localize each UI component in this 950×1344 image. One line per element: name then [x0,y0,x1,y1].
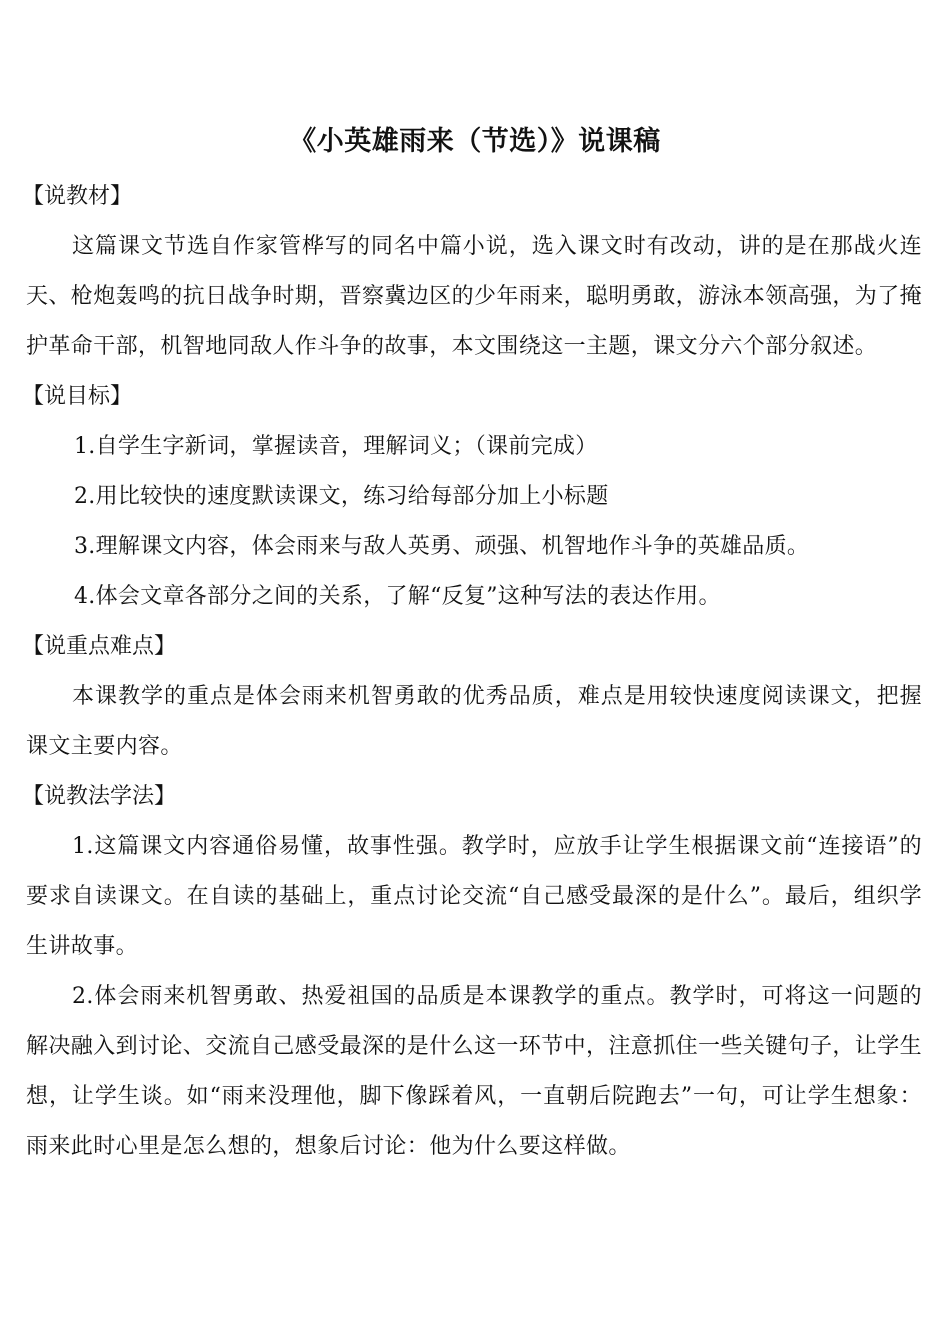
section-heading-goals: 【说目标】 [22,384,133,409]
document-title: 《小英雄雨来（节选）》说课稿 [289,126,661,157]
goal-item-2: 2.用比较快的速度默读课文，练习给每部分加上小标题 [74,484,609,509]
methods-paragraph-2: 2.体会雨来机智勇敢、热爱祖国的品质是本课教学的重点。教学时，可将这一问题的解决融入到讨论、交流自己感受最深的是什么这一环节中，注意抓住一些关键句子，让学生想，让学生谈。如“雨来没理他，脚下像踩着风，一直朝后院跑去”一句，可让学生想象：雨来此时心里是怎么想的，想象后讨论：他为什么要这样做。 [26,984,923,1159]
key-points-paragraph: 本课教学的重点是体会雨来机智勇敢的优秀品质，难点是用较快速度阅读课文，把握课文主要内容。 [26,684,922,759]
section-heading-methods: 【说教法学法】 [22,784,177,809]
goal-item-4: 4.体会文章各部分之间的关系，了解“反复”这种写法的表达作用。 [74,584,721,609]
material-paragraph: 这篇课文节选自作家管桦写的同名中篇小说，选入课文时有改动，讲的是在那战火连天、枪炮轰鸣的抗日战争时期，晋察冀边区的少年雨来，聪明勇敢，游泳本领高强，为了掩护革命干部，机智地同敌人作斗争的故事，本文围绕这一主题，课文分六个部分叙述。 [26,234,923,359]
section-heading-material: 【说教材】 [22,184,133,209]
document-body [22,172,923,1172]
goal-item-3: 3.理解课文内容，体会雨来与敌人英勇、顽强、机智地作斗争的英雄品质。 [74,534,810,559]
methods-paragraph-1: 1.这篇课文内容通俗易懂，故事性强。教学时，应放手让学生根据课文前“连接语”的要求自读课文。在自读的基础上，重点讨论交流“自己感受最深的是什么”。最后，组织学生讲故事。 [26,834,922,959]
section-heading-key-points: 【说重点难点】 [22,634,177,659]
goal-item-1: 1.自学生字新词，掌握读音，理解词义；（课前完成） [74,434,598,459]
